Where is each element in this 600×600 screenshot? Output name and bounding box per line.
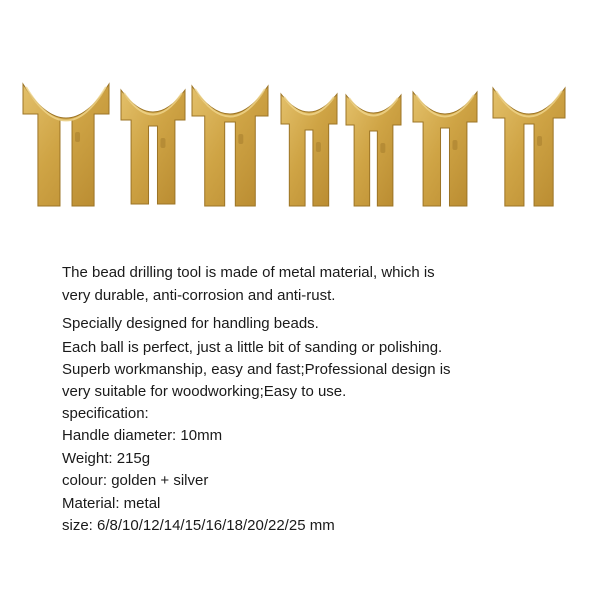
blade-3-engraving bbox=[238, 134, 243, 144]
description-line-1: The bead drilling tool is made of metal material, which is bbox=[62, 264, 435, 281]
spec-material: Material: metal bbox=[62, 495, 161, 512]
spec-heading: specification: bbox=[62, 405, 149, 422]
blade-7 bbox=[493, 88, 565, 206]
description-line-6: very suitable for woodworking;Easy to use. bbox=[62, 383, 347, 400]
description-line-2: very durable, anti-corrosion and anti-rust. bbox=[62, 287, 336, 304]
blade-4 bbox=[281, 94, 337, 206]
blade-2-engraving bbox=[160, 138, 165, 148]
spec-colour: colour: golden + silver bbox=[62, 472, 209, 489]
spec-weight: Weight: 215g bbox=[62, 450, 151, 467]
product-image-blades bbox=[0, 0, 600, 240]
blade-6-engraving bbox=[452, 140, 457, 150]
blade-5 bbox=[346, 95, 401, 206]
blade-2 bbox=[121, 90, 185, 204]
blade-5-engraving bbox=[380, 143, 385, 153]
blade-7-engraving bbox=[537, 136, 542, 146]
description-line-5: Superb workmanship, easy and fast;Professional design is bbox=[62, 361, 451, 378]
description-line-3: Specially designed for handling beads. bbox=[62, 315, 319, 332]
blade-4-engraving bbox=[316, 142, 321, 152]
blade-1-engraving bbox=[75, 132, 80, 142]
spec-size: size: 6/8/10/12/14/15/16/18/20/22/25 mm bbox=[62, 517, 335, 534]
spec-handle-diameter: Handle diameter: 10mm bbox=[62, 427, 223, 444]
description-line-4: Each ball is perfect, just a little bit of sanding or polishing. bbox=[62, 339, 443, 356]
blade-3 bbox=[192, 86, 268, 206]
blade-6 bbox=[413, 92, 477, 206]
